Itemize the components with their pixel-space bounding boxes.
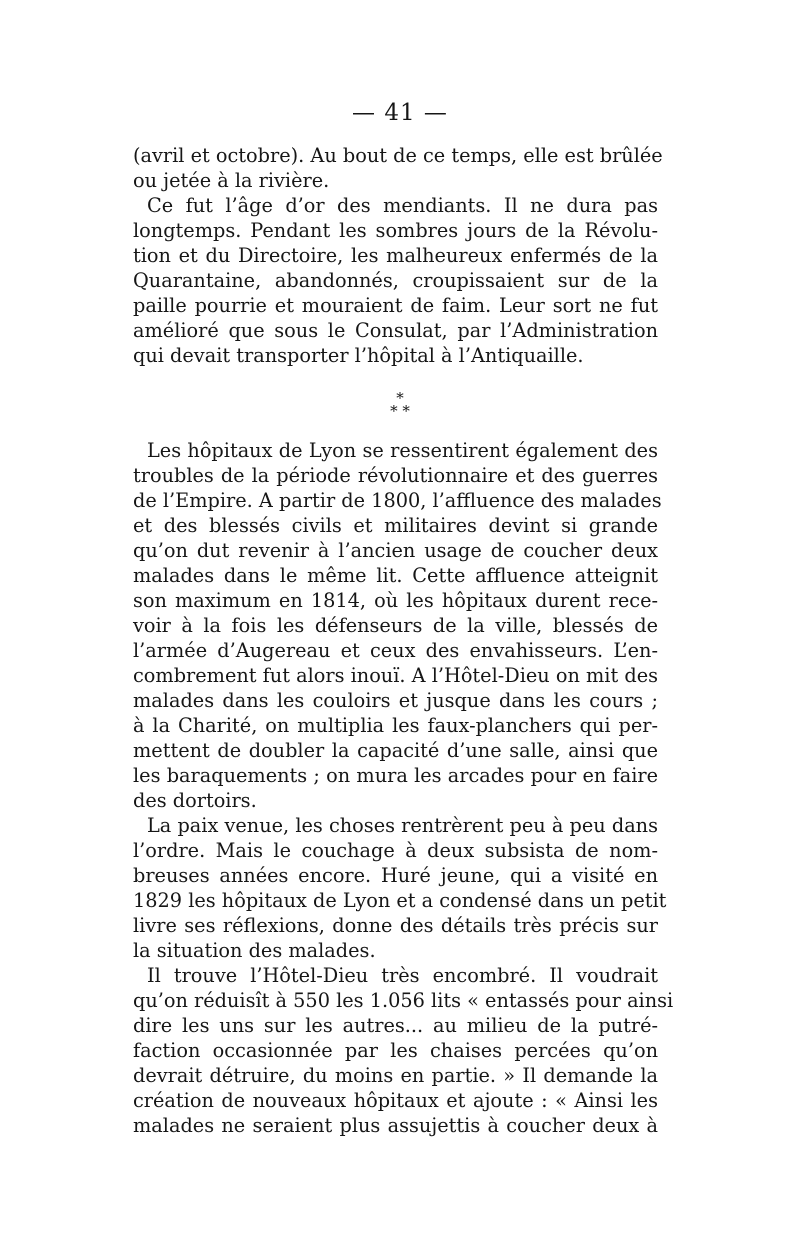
text-line: qu’on réduisît à 550 les 1.056 lits « entassés pour ainsi <box>133 989 674 1012</box>
text-line: 1829 les hôpitaux de Lyon et a condensé dans un petit <box>133 889 667 912</box>
text-block-lower <box>133 438 674 1138</box>
text-line: à la Charité, on multiplia les faux-planchers qui per- <box>133 714 658 737</box>
text-line: mettent de doubler la capacité d’une salle, ainsi que <box>133 739 658 762</box>
section-break-asterism <box>0 389 800 420</box>
text-line: son maximum en 1814, où les hôpitaux durent rece- <box>133 589 658 612</box>
text-line: les baraquements ; on mura les arcades pour en faire <box>133 764 658 787</box>
text-line: faction occasionnée par les chaises percées qu’on <box>133 1039 658 1062</box>
text-line: qui devait transporter l’hôpital à l’Antiquaille. <box>133 344 584 367</box>
text-line: (avril et octobre). Au bout de ce temps, elle est brûlée <box>133 144 663 167</box>
text-line: La paix venue, les choses rentrèrent peu à peu dans <box>147 814 658 837</box>
text-line: Il trouve l’Hôtel-Dieu très encombré. Il voudrait <box>147 964 658 987</box>
asterism-bottom: * * <box>390 402 410 420</box>
text-line: dire les uns sur les autres... au milieu de la putré- <box>133 1014 658 1037</box>
asterism-top: * <box>396 389 404 407</box>
text-line: Les hôpitaux de Lyon se ressentirent également des <box>147 439 658 462</box>
text-line: breuses années encore. Huré jeune, qui a visité en <box>133 864 658 887</box>
text-line: création de nouveaux hôpitaux et ajoute : « Ainsi les <box>133 1089 658 1112</box>
text-line: l’ordre. Mais le couchage à deux subsista de nom- <box>133 839 658 862</box>
text-line: malades ne seraient plus assujettis à coucher deux à <box>133 1114 658 1137</box>
text-line: malades dans le même lit. Cette affluence atteignit <box>133 564 658 587</box>
text-line: l’armée d’Augereau et ceux des envahisseurs. L’en- <box>133 639 658 662</box>
text-line: des dortoirs. <box>133 789 257 812</box>
text-line: Quarantaine, abandonnés, croupissaient sur de la <box>133 269 658 292</box>
text-line: voir à la fois les défenseurs de la ville, blessés de <box>133 614 658 637</box>
text-line: livre ses réflexions, donne des détails très précis sur <box>133 914 658 937</box>
text-line: tion et du Directoire, les malheureux enfermés de la <box>133 244 658 267</box>
text-line: paille pourrie et mouraient de faim. Leur sort ne fut <box>133 294 658 317</box>
text-line: de l’Empire. A partir de 1800, l’affluence des malades <box>133 489 662 512</box>
text-line: devrait détruire, du moins en partie. » Il demande la <box>133 1064 658 1087</box>
text-line: Ce fut l’âge d’or des mendiants. Il ne dura pas <box>147 194 658 217</box>
page-number: — 41 — <box>352 100 448 126</box>
text-line: malades dans les couloirs et jusque dans les cours ; <box>133 689 658 712</box>
text-block-upper <box>133 143 663 368</box>
text-line: et des blessés civils et militaires devint si grande <box>133 514 658 537</box>
text-line: la situation des malades. <box>133 939 376 962</box>
text-line: qu’on dut revenir à l’ancien usage de coucher deux <box>133 539 658 562</box>
text-line: combrement fut alors inouï. A l’Hôtel-Dieu on mit des <box>133 664 658 687</box>
text-line: amélioré que sous le Consulat, par l’Administration <box>133 319 658 342</box>
text-line: troubles de la période révolutionnaire et des guerres <box>133 464 658 487</box>
text-line: ou jetée à la rivière. <box>133 169 330 192</box>
text-line: longtemps. Pendant les sombres jours de la Révolu- <box>133 219 658 242</box>
